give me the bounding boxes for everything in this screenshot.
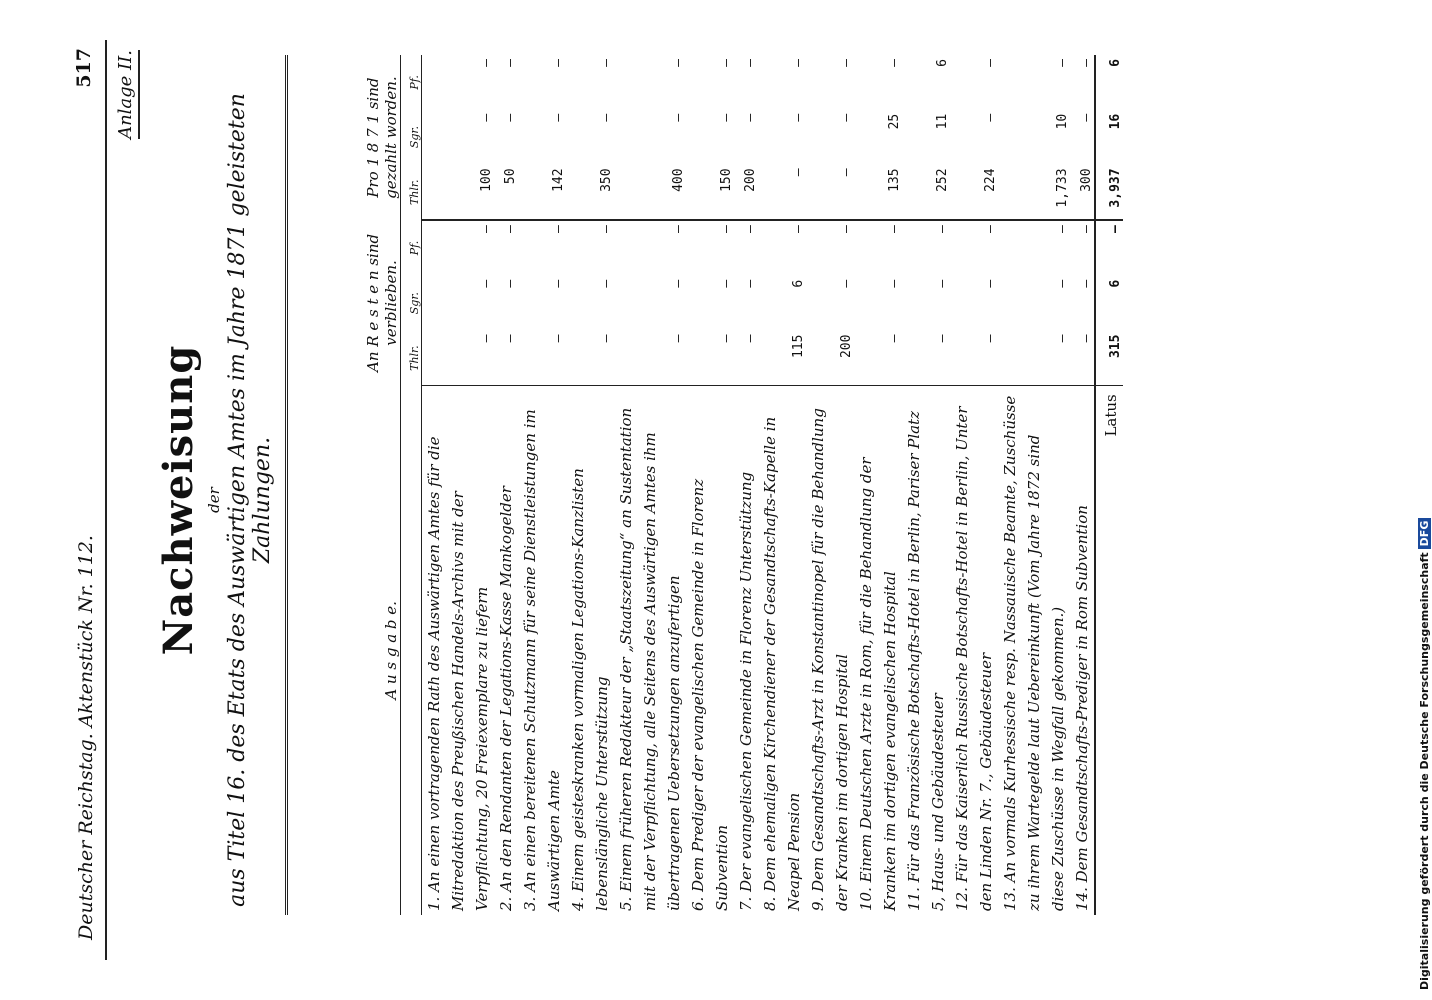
amount-cell: — bbox=[998, 220, 1070, 276]
rotated-document-page bbox=[55, 40, 1355, 960]
table-row bbox=[566, 55, 614, 915]
column-header-reste: An R e s t e n sind verblieben. bbox=[287, 220, 401, 386]
amount-cell: — bbox=[503, 334, 518, 343]
amount-cell: 200 bbox=[743, 168, 758, 192]
unit-header: Thlr. bbox=[401, 164, 422, 220]
amount-cell: 300 bbox=[1079, 168, 1094, 192]
amount-cell: — bbox=[1055, 59, 1070, 67]
table-row bbox=[902, 55, 950, 915]
amount-cell: — bbox=[950, 220, 998, 276]
amount-cell: 10 bbox=[1055, 113, 1070, 130]
row-description: 14. Dem Gesandtschafts-Prediger in Rom Subvention bbox=[1070, 386, 1095, 915]
amount-cell: — bbox=[599, 59, 614, 67]
latus-amount: — bbox=[1095, 220, 1123, 276]
amount-cell: — bbox=[671, 113, 686, 122]
amount-cell: 115 bbox=[791, 334, 806, 359]
digitization-credit bbox=[1418, 518, 1431, 990]
amount-cell: — bbox=[503, 113, 518, 122]
amount-cell: — bbox=[983, 113, 998, 122]
amount-cell: — bbox=[551, 59, 566, 67]
table-row bbox=[734, 55, 758, 915]
amount-cell: — bbox=[599, 113, 614, 122]
latus-amount: 3,937 bbox=[1095, 164, 1123, 220]
amount-cell: — bbox=[1079, 113, 1094, 122]
amount-cell: — bbox=[686, 220, 734, 276]
amount-cell: 1,733 bbox=[1055, 168, 1070, 208]
amount-cell: 25 bbox=[887, 113, 902, 130]
latus-label: Latus bbox=[1095, 386, 1123, 915]
credit-text: Digitalisierung gefördert durch die Deutsche Forschungsgemeinschaft bbox=[1418, 552, 1431, 990]
table-row bbox=[494, 55, 518, 915]
amount-cell: — bbox=[806, 220, 854, 276]
table-row bbox=[758, 55, 806, 915]
table-row bbox=[998, 55, 1070, 915]
amount-cell: 142 bbox=[551, 168, 566, 192]
row-description: 7. Der evangelischen Gemeinde in Florenz Unterstützung bbox=[734, 386, 758, 915]
amount-cell: — bbox=[719, 279, 734, 288]
amount-cell: — bbox=[839, 168, 854, 177]
unit-header: Sgr. bbox=[401, 276, 422, 331]
amount-cell: 135 bbox=[887, 168, 902, 192]
latus-amount: 6 bbox=[1095, 55, 1123, 110]
amount-cell: — bbox=[791, 168, 806, 177]
amount-cell: 50 bbox=[503, 168, 518, 185]
latus-amount: 16 bbox=[1095, 110, 1123, 165]
table-row bbox=[422, 55, 495, 915]
amount-cell: — bbox=[935, 334, 950, 343]
expenditure-table bbox=[285, 55, 1123, 915]
amount-cell: — bbox=[758, 220, 806, 276]
amount-cell: — bbox=[422, 220, 495, 276]
amount-cell: 224 bbox=[983, 168, 998, 192]
latus-amount: 6 bbox=[1095, 276, 1123, 331]
amount-cell: — bbox=[887, 279, 902, 288]
table-row bbox=[854, 55, 902, 915]
dfg-logo: DFG bbox=[1418, 518, 1431, 550]
amount-cell: — bbox=[1079, 59, 1094, 67]
row-description: 8. Dem ehemaligen Kirchendiener der Gesandtschafts-Kapelle in Neapel Pension bbox=[758, 386, 806, 915]
amount-cell: — bbox=[791, 113, 806, 122]
amount-cell: — bbox=[719, 113, 734, 122]
amount-cell: — bbox=[518, 220, 566, 276]
row-description: 2. An den Rendanten der Legations-Kasse Mankogelder bbox=[494, 386, 518, 915]
row-description: 6. Dem Prediger der evangelischen Gemeinde in Florenz Subvention bbox=[686, 386, 734, 915]
amount-cell: — bbox=[743, 59, 758, 67]
amount-cell: 100 bbox=[479, 168, 494, 192]
amount-cell: — bbox=[566, 220, 614, 276]
row-description: 5. Einem früheren Redakteur der „Staatszeitung“ an Sustentation mit der Verpflichtung, alle Seitens des Auswärtigen Amtes ihm übertragenen Uebersetzungen anzufertigen bbox=[614, 386, 686, 915]
amount-cell: 150 bbox=[719, 168, 734, 192]
amount-cell: — bbox=[551, 279, 566, 288]
amount-cell: — bbox=[839, 59, 854, 67]
unit-header: Sgr. bbox=[401, 110, 422, 165]
amount-cell: — bbox=[743, 279, 758, 288]
row-description: 1. An einen vortragenden Rath des Auswärtigen Amtes für die Mitredaktion des Preußischen Handels-Archivs mit der Verpflichtung, 20 Freiexemplare zu liefern bbox=[422, 386, 495, 915]
amount-cell: 400 bbox=[671, 168, 686, 192]
amount-cell: 11 bbox=[935, 113, 950, 130]
running-title: Deutscher Reichstag. Aktenstück Nr. 112. bbox=[75, 535, 97, 940]
table-row bbox=[806, 55, 854, 915]
amount-cell: — bbox=[551, 334, 566, 343]
amount-cell: — bbox=[719, 59, 734, 67]
unit-header: Thlr. bbox=[401, 331, 422, 386]
amount-cell: — bbox=[791, 59, 806, 67]
table-row bbox=[686, 55, 734, 915]
amount-cell: — bbox=[551, 113, 566, 122]
amount-cell: — bbox=[1079, 279, 1094, 288]
amount-cell: — bbox=[671, 334, 686, 343]
amount-cell: — bbox=[734, 220, 758, 276]
table-row bbox=[1070, 55, 1095, 915]
annex-label: Anlage II. bbox=[115, 50, 140, 139]
row-description: 13. An vormals Kurhessische resp. Nassauische Beamte, Zuschüsse zu ihrem Wartegelde laut Uebereinkunft (Vom Jahre 1872 sind diese Zuschüsse in Wegfall gekommen.) bbox=[998, 386, 1070, 915]
amount-cell: — bbox=[719, 334, 734, 343]
amount-cell: — bbox=[1079, 334, 1094, 343]
row-description: 9. Dem Gesandtschafts-Arzt in Konstantinopel für die Behandlung der Kranken im dortigen Hospital bbox=[806, 386, 854, 915]
amount-cell: — bbox=[1055, 334, 1070, 343]
amount-cell: — bbox=[614, 220, 686, 276]
amount-cell: — bbox=[494, 220, 518, 276]
amount-cell: 6 bbox=[791, 279, 806, 288]
unit-header: Pf. bbox=[401, 220, 422, 276]
unit-header-blank bbox=[401, 386, 422, 915]
amount-cell: — bbox=[671, 279, 686, 288]
amount-cell: — bbox=[671, 59, 686, 67]
page-number: 517 bbox=[73, 48, 95, 88]
table-body bbox=[422, 55, 1124, 915]
amount-cell: — bbox=[479, 113, 494, 122]
amount-cell: 6 bbox=[935, 59, 950, 67]
document-title: Nachweisung bbox=[155, 344, 202, 656]
title-connector: der bbox=[205, 487, 223, 513]
column-header-ausgabe: A u s g a b e. bbox=[287, 386, 401, 915]
amount-cell: — bbox=[1055, 279, 1070, 288]
row-description: 12. Für das Kaiserlich Russische Botschafts-Hotel in Berlin, Unter den Linden Nr. 7., Gebäudesteuer bbox=[950, 386, 998, 915]
row-description: 11. Für das Französische Botschafts-Hotel in Berlin, Pariser Platz 5, Haus- und Gebäudesteuer bbox=[902, 386, 950, 915]
amount-cell: — bbox=[743, 113, 758, 122]
amount-cell: 200 bbox=[839, 334, 854, 359]
amount-cell: — bbox=[479, 334, 494, 343]
amount-cell: — bbox=[983, 334, 998, 343]
amount-cell: — bbox=[503, 59, 518, 67]
table-row bbox=[518, 55, 566, 915]
row-description: 4. Einem geisteskranken vormaligen Legations-Kanzlisten lebenslängliche Unterstützung bbox=[566, 386, 614, 915]
latus-amount: 315 bbox=[1095, 331, 1123, 386]
row-description: 3. An einen bereitenen Schutzmann für seine Dienstleistungen im Auswärtigen Amte bbox=[518, 386, 566, 915]
row-description: 10. Einem Deutschen Arzte in Rom, für die Behandlung der Kranken im dortigen evangelischen Hospital bbox=[854, 386, 902, 915]
column-header-pro: Pro 1 8 7 1 sind gezahlt worden. bbox=[287, 55, 401, 220]
amount-cell: — bbox=[479, 279, 494, 288]
document-subtitle: aus Titel 16. des Etats des Auswärtigen Amtes im Jahre 1871 geleisteten Zahlungen. bbox=[225, 93, 275, 907]
amount-cell: — bbox=[935, 279, 950, 288]
amount-cell: — bbox=[902, 220, 950, 276]
amount-cell: — bbox=[1070, 220, 1095, 276]
amount-cell: — bbox=[479, 59, 494, 67]
table-row bbox=[614, 55, 686, 915]
amount-cell: 350 bbox=[599, 168, 614, 192]
amount-cell: — bbox=[503, 279, 518, 288]
amount-cell: — bbox=[839, 113, 854, 122]
amount-cell: — bbox=[887, 59, 902, 67]
amount-cell: — bbox=[854, 220, 902, 276]
running-header bbox=[65, 40, 107, 960]
amount-cell: 252 bbox=[935, 168, 950, 192]
amount-cell: — bbox=[887, 334, 902, 343]
amount-cell: — bbox=[983, 59, 998, 67]
latus-row bbox=[1095, 55, 1123, 915]
amount-cell: — bbox=[743, 334, 758, 343]
unit-header: Pf. bbox=[401, 55, 422, 110]
amount-cell: — bbox=[599, 279, 614, 288]
amount-cell: — bbox=[599, 334, 614, 343]
table-row bbox=[950, 55, 998, 915]
amount-cell: — bbox=[983, 279, 998, 288]
amount-cell: — bbox=[839, 279, 854, 288]
